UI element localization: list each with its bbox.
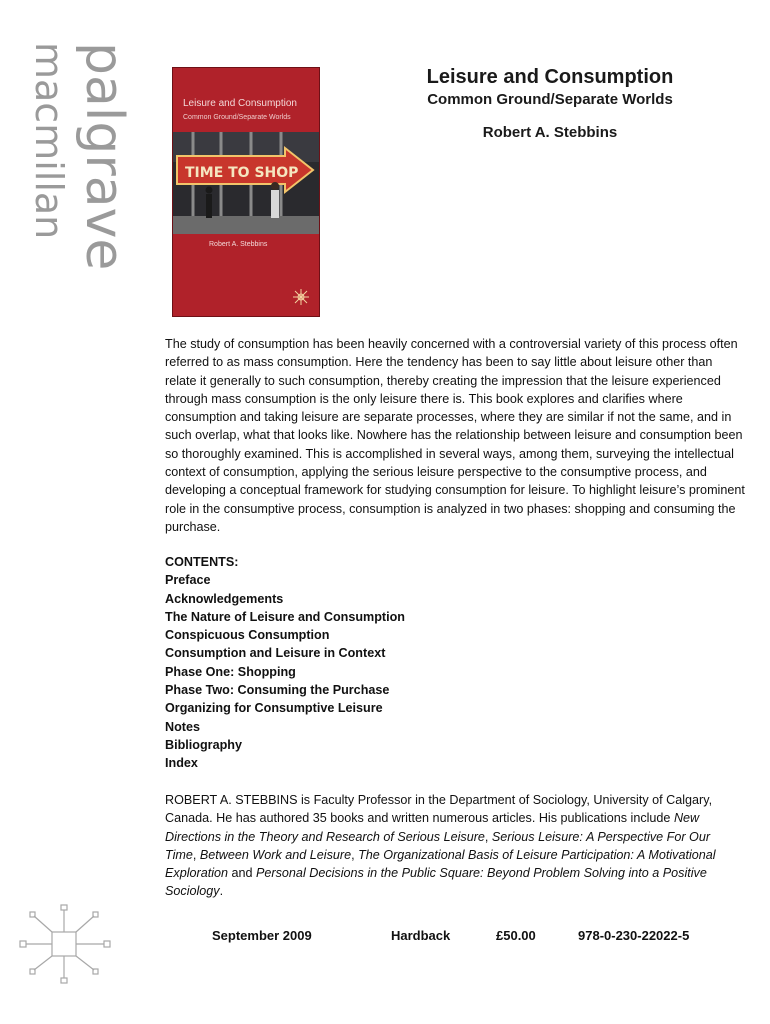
contents-item: Index [165, 756, 198, 771]
bio-publication: Serious Leisure: A Perspective For Our Time [165, 829, 711, 862]
cover-photo [173, 132, 319, 234]
brand-line-macmillan: macmillan [27, 42, 71, 240]
cover-sign-text: TIME TO SHOP [185, 165, 299, 181]
bio-publication: The Organizational Basis of Leisure Participation: A Motivational Exploration [165, 847, 716, 881]
contents-item: The Nature of Leisure and Consumption [165, 609, 405, 624]
bio-intro: ROBERT A. STEBBINS is Faculty Professor in the Department of Sociology, University of Calgary, Canada. He has authored 35 books and written numerous articles. His publications include [165, 793, 713, 826]
contents-item: Consumption and Leisure in Context [165, 646, 386, 661]
table-of-contents [165, 553, 665, 773]
book-format: Hardback [391, 928, 451, 943]
bio-publication: New Directions in the Theory and Research of Serious Leisure [165, 811, 700, 844]
brand-line-palgrave: palgrave [74, 42, 134, 271]
bio-separator: and [228, 866, 257, 881]
cover-title: Leisure and Consumption [183, 98, 297, 109]
cover-subtitle: Common Ground/Separate Worlds [183, 114, 291, 121]
bio-publication: Personal Decisions in the Public Square: Beyond Problem Solving into a Positive Sociology [165, 866, 707, 899]
book-description: The study of consumption has been heavily concerned with a controversial variety of this process often referred to as mass consumption. Here the tendency has been to say little about leisure other than relate it generally to such consumption, thereby creating the impression that the leisure experienced through mass consumption is the only leisure there is. This book explores and clarifies where consumption and taking leisure are separate processes, where they are similar if not the same, and in such overlap, what that looks like. Nowhere has the relationship between leisure and consumption been so thoroughly examined. This is accomplished in several ways, among them, surveying the intellectual context of consumption, applying the serious leisure perspective to the consumptive process, and developing a conceptual framework for studying consumption for leisure. To highlight leisure’s prominent role in the consumptive process, consumption is analyzed in two phases: shopping and consuming the purchase. [165, 337, 745, 534]
contents-item: Preface [165, 573, 211, 588]
book-author: Robert A. Stebbins [482, 124, 618, 141]
bio-publication: Between Work and Leisure [199, 847, 352, 862]
book-price: £50.00 [496, 928, 536, 943]
bio-separator: , [351, 847, 359, 862]
cover-publisher-logo-icon [292, 288, 310, 306]
bio-separator: , [192, 847, 200, 862]
author-bio [165, 791, 740, 901]
book-cover [172, 67, 320, 317]
cover-author: Robert A. Stebbins [209, 241, 268, 248]
publication-date: September 2009 [212, 928, 312, 943]
contents-heading: CONTENTS: [165, 555, 239, 569]
publisher-wordmark-svg [25, 42, 134, 271]
contents-item: Organizing for Consumptive Leisure [165, 701, 383, 716]
contents-item: Phase One: Shopping [165, 664, 296, 679]
publisher-logo-icon [20, 902, 112, 988]
bio-end: . [219, 884, 224, 899]
publisher-wordmark [25, 42, 134, 271]
contents-item: Phase Two: Consuming the Purchase [165, 683, 390, 698]
contents-list [165, 571, 665, 772]
contents-item: Acknowledgements [165, 591, 284, 606]
book-details-footer [0, 928, 770, 948]
contents-item: Conspicuous Consumption [165, 628, 330, 643]
book-subtitle: Common Ground/Separate Worlds [427, 91, 673, 108]
book-isbn: 978-0-230-22022-5 [578, 928, 690, 943]
contents-item: Bibliography [165, 737, 242, 752]
book-title: Leisure and Consumption [426, 66, 674, 88]
bio-separator: , [484, 829, 492, 844]
contents-item: Notes [165, 719, 200, 734]
